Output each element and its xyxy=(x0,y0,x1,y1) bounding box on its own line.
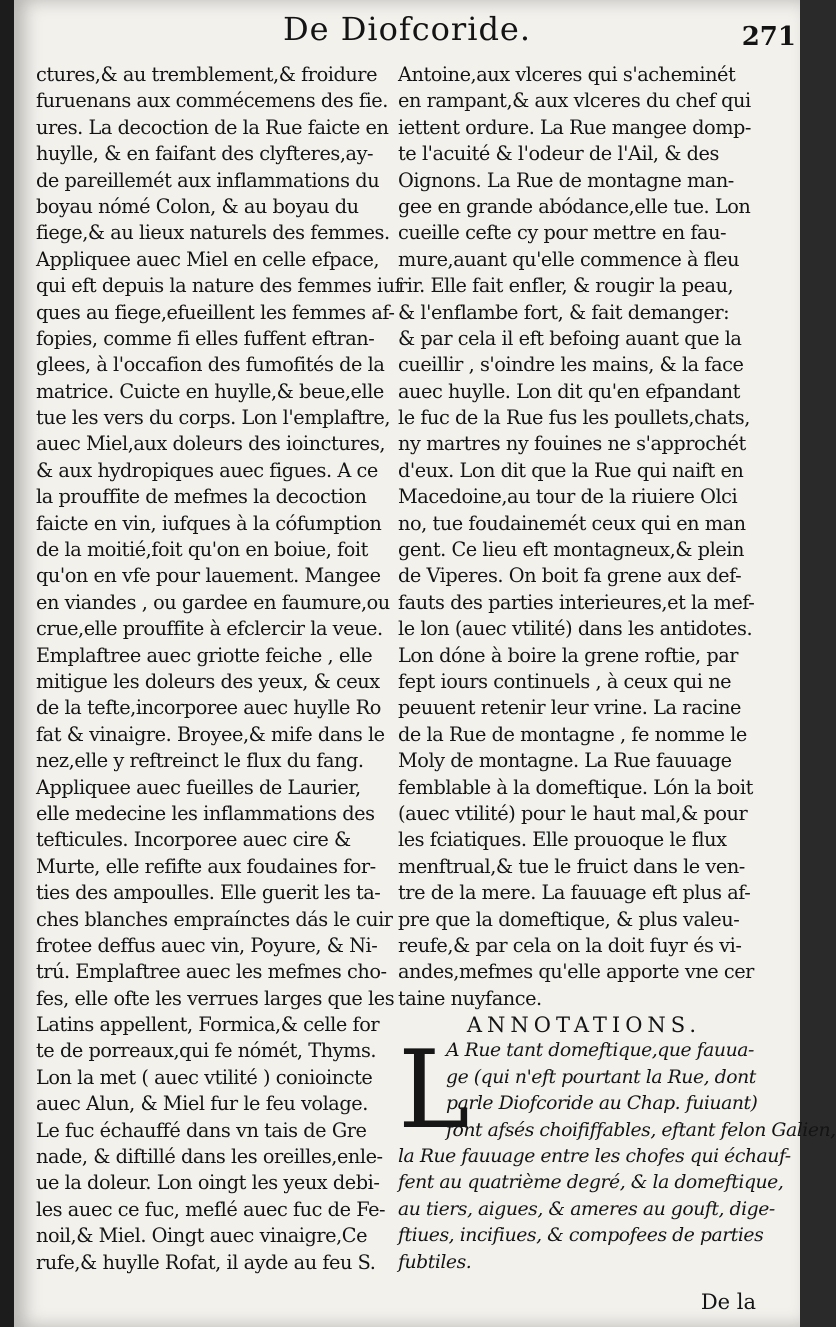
text-line: en viandes , ou gardee en faumure,ou xyxy=(36,590,390,614)
text-line: fiege,& au lieux naturels des femmes. xyxy=(36,221,390,245)
text-line: iettent ordure. La Rue mangee domp- xyxy=(398,115,751,139)
text-line: andes,mefmes qu'elle apporte vne cer xyxy=(398,960,754,984)
text-line: Appliquee auec fueilles de Laurier, xyxy=(36,775,361,799)
annotation-line: fubtiles. xyxy=(398,1251,472,1273)
annotation-line: ge (qui n'eft pourtant la Rue, dont xyxy=(446,1066,756,1088)
annotation-line: A Rue tant domeftique,que fauua- xyxy=(446,1040,754,1062)
text-line: faicte en vin, iufques à la cófumption xyxy=(36,511,382,535)
text-line: tue les vers du corps. Lon l'emplaftre, xyxy=(36,406,391,430)
annotation-line: font afsés choififfables, eftant felon Galien, xyxy=(446,1119,836,1141)
text-line: Oignons. La Rue de montagne man- xyxy=(398,168,734,192)
annotations-block xyxy=(398,1028,836,1276)
text-line: gent. Ce lieu eft montagneux,& plein xyxy=(398,538,744,562)
text-line: matrice. Cuicte en huylle,& beue,elle xyxy=(36,379,384,403)
text-line: cueille cefte cy pour mettre en fau- xyxy=(398,221,727,245)
annotation-line: fent au quatrième degré, & la domeftique, xyxy=(398,1172,784,1194)
text-line: de Viperes. On boit fa grene aux def- xyxy=(398,564,742,588)
text-line: reufe,& par cela on la doit fuyr és vi- xyxy=(398,933,742,957)
text-line: gee en grande abódance,elle tue. Lon xyxy=(398,194,751,218)
running-title: De Diofcoride. xyxy=(282,10,532,48)
text-line: mitigue les doleurs des yeux, & ceux xyxy=(36,669,380,693)
text-line: glees, à l'occafion des fumofités de la xyxy=(36,353,385,377)
text-line: de la tefte,incorporee auec huylle Ro xyxy=(36,696,381,720)
text-line: ures. La decoction de la Rue faicte en xyxy=(36,115,389,139)
text-line: tefticules. Incorporee auec cire & xyxy=(36,828,351,852)
text-line: nade, & diftillé dans les oreilles,enle- xyxy=(36,1145,383,1169)
text-line: pre que la domeftique, & plus valeu- xyxy=(398,907,740,931)
text-line: (auec vtilité) pour le haut mal,& pour xyxy=(398,801,748,825)
text-line: qui eft depuis la nature des femmes iuf xyxy=(36,274,402,298)
text-line: boyau nómé Colon, & au boyau du xyxy=(36,194,359,218)
text-line: Murte, elle refifte aux foudaines for- xyxy=(36,854,376,878)
text-line: noil,& Miel. Oingt auec vinaigre,Ce xyxy=(36,1224,368,1248)
annotation-line: la Rue fauuage entre les chofes qui échauf- xyxy=(398,1146,791,1168)
text-line: Moly de montagne. La Rue fauuage xyxy=(398,749,732,773)
text-line: trú. Emplaftree auec les mefmes cho- xyxy=(36,960,387,984)
text-line: la prouffite de mefmes la decoction xyxy=(36,485,367,509)
text-line: auec huylle. Lon dit qu'en efpandant xyxy=(398,379,740,403)
text-line: de la Rue de montagne , fe nomme le xyxy=(398,722,747,746)
left-column xyxy=(36,62,402,1276)
text-line: femblable à la domeftique. Lón la boit xyxy=(398,775,753,799)
text-line: rir. Elle fait enfler, & rougir la peau, xyxy=(398,274,734,298)
binding-gutter xyxy=(0,0,14,1327)
text-line: Emplaftree auec griotte feiche , elle xyxy=(36,643,373,667)
text-line: rufe,& huylle Rofat, il ayde au feu S. xyxy=(36,1250,376,1274)
text-line: ques au fiege,efueillent les femmes af- xyxy=(36,300,395,324)
text-line: & l'enflambe fort, & fait demanger: xyxy=(398,300,730,324)
right-column xyxy=(398,62,836,1276)
text-line: les fciatiques. Elle prouoque le flux xyxy=(398,828,727,852)
catchword: De la xyxy=(700,1290,756,1314)
text-line: huylle, & en faifant des clyfteres,ay- xyxy=(36,142,374,166)
text-line: no, tue foudainemét ceux qui en man xyxy=(398,511,746,535)
text-line: Lon dóne à boire la grene roftie, par xyxy=(398,643,739,667)
annotation-line: parle Diofcoride au Chap. fuiuant) xyxy=(446,1093,758,1115)
text-line: de pareillemét aux inflammations du xyxy=(36,168,380,192)
text-line: tre de la mere. La fauuage eft plus af- xyxy=(398,881,751,905)
text-line: auec Alun, & Miel fur le feu volage. xyxy=(36,1092,368,1116)
text-line: Antoine,aux vlceres qui s'acheminét xyxy=(398,63,736,86)
annotation-line: ftiues, incifiues, & compofees de parties xyxy=(398,1225,764,1247)
text-line: ties des ampoulles. Elle guerit les ta- xyxy=(36,881,381,905)
text-line: peuuent retenir leur vrine. La racine xyxy=(398,696,742,720)
text-line: te l'acuité & l'odeur de l'Ail, & des xyxy=(398,142,719,166)
text-line: furuenans aux commécemens des fie. xyxy=(36,89,388,113)
text-line: fopies, comme fi elles fuffent eftran- xyxy=(36,326,375,350)
text-line: fauts des parties interieures,et la mef- xyxy=(398,590,755,614)
text-line: ny martres ny fouines ne s'approchét xyxy=(398,432,746,456)
text-line: mure,auant qu'elle commence à fleu xyxy=(398,247,740,271)
annotations-heading: ANNOTATIONS. xyxy=(466,1013,702,1038)
text-line: le lon (auec vtilité) dans les antidotes. xyxy=(398,617,753,641)
drop-cap: L xyxy=(398,1028,470,1154)
text-line: de la moitié,foit qu'on en boiue, foit xyxy=(36,538,368,562)
text-line: cueillir , s'oindre les mains, & la face xyxy=(398,353,744,377)
text-line: crue,elle prouffite à efclercir la veue. xyxy=(36,617,383,641)
text-line: te de porreaux,qui fe nómét, Thyms. xyxy=(36,1039,377,1063)
text-line: fept iours continuels , à ceux qui ne xyxy=(398,669,732,693)
text-line: frotee deffus auec vin, Poyure, & Ni- xyxy=(36,933,378,957)
text-line: qu'on en vfe pour lauement. Mangee xyxy=(36,564,381,588)
text-line: taine nuyfance. xyxy=(398,986,542,1010)
text-line: fat & vinaigre. Broyee,& mife dans le xyxy=(36,722,385,746)
text-line: auec Miel,aux doleurs des ioinctures, xyxy=(36,432,386,456)
text-line: & par cela il eft befoing auant que la xyxy=(398,326,742,350)
text-line: Lon la met ( auec vtilité ) conioincte xyxy=(36,1065,373,1089)
text-line: ue la doleur. Lon oingt les yeux debi- xyxy=(36,1171,380,1195)
text-line: Le fuc échauffé dans vn tais de Gre xyxy=(36,1118,367,1142)
text-line: nez,elle y reftreinct le flux du fang. xyxy=(36,749,364,773)
text-line: fes, elle ofte les verrues larges que les xyxy=(36,986,395,1010)
text-line: ctures,& au tremblement,& froidure xyxy=(36,63,378,86)
text-line: & aux hydropiques auec figues. A ce xyxy=(36,458,378,482)
book-page xyxy=(14,0,836,1327)
text-line: Appliquee auec Miel en celle efpace, xyxy=(36,247,380,271)
text-line: ches blanches empraínctes dás le cuir xyxy=(36,907,393,931)
text-line: Macedoine,au tour de la riuiere Olci xyxy=(398,485,738,509)
text-line: elle medecine les inflammations des xyxy=(36,801,375,825)
text-line: le fuc de la Rue fus les poullets,chats, xyxy=(398,406,750,430)
text-line: menftrual,& tue le fruict dans le ven- xyxy=(398,854,745,878)
text-line: les auec ce fuc, meflé auec fuc de Fe- xyxy=(36,1197,386,1221)
text-line: d'eux. Lon dit que la Rue qui naift en xyxy=(398,458,744,482)
text-line: Latins appellent, Formica,& celle for xyxy=(36,1013,380,1037)
text-line: en rampant,& aux vlceres du chef qui xyxy=(398,89,751,113)
page-number: 271 xyxy=(741,22,796,52)
annotation-line: au tiers, aigues, & ameres au gouft, dige- xyxy=(398,1198,775,1220)
